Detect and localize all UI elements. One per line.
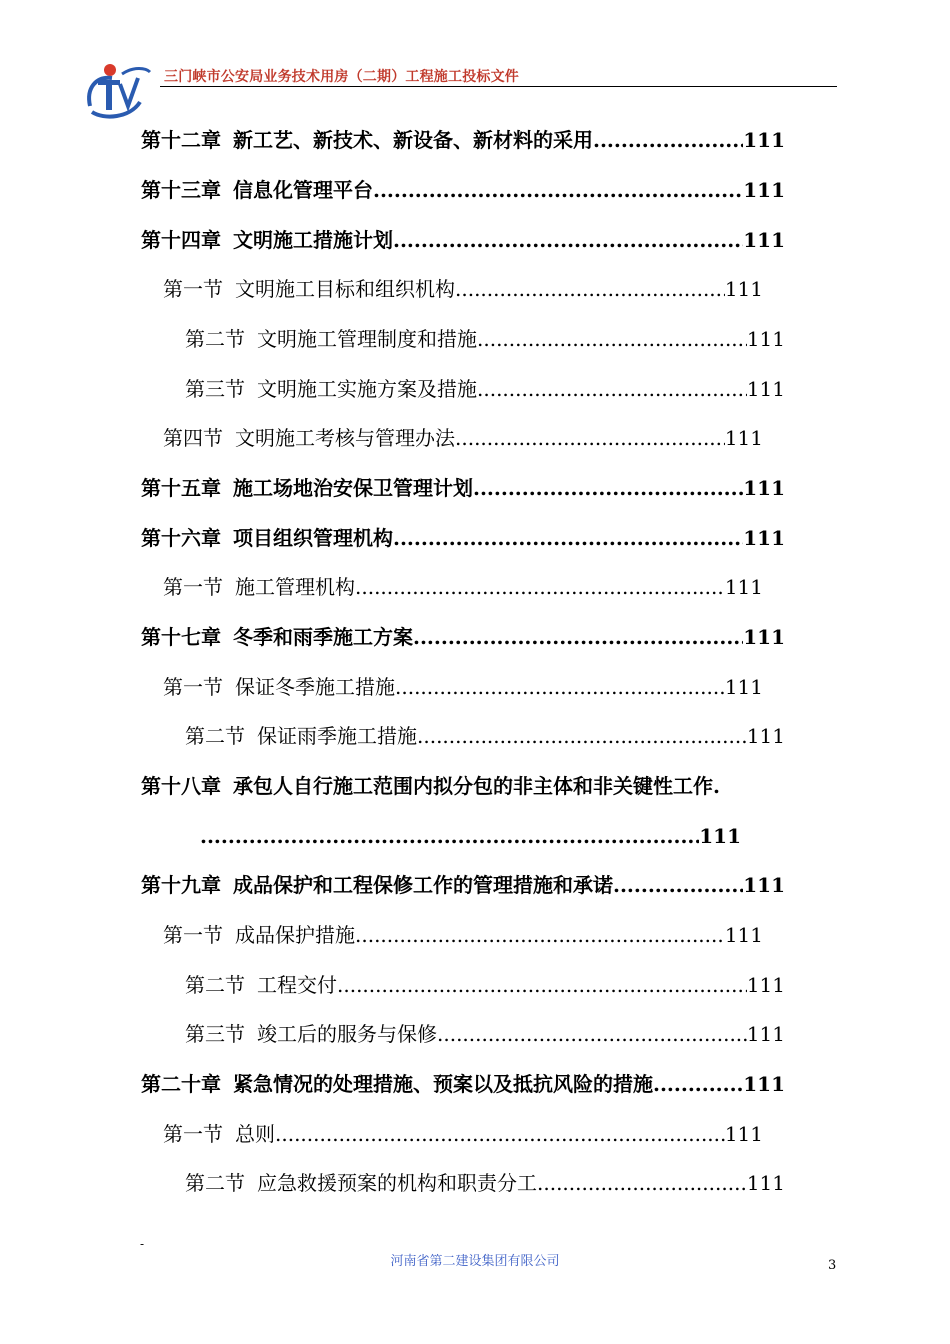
toc-page-number: 111 [724, 1122, 763, 1146]
footer-dash: - [140, 1237, 145, 1251]
toc-entry-chapter-13[interactable]: 第十三章 信息化管理平台 ..... 111 [141, 170, 785, 210]
toc-entry-section[interactable]: 第一节 保证冬季施工措施 ..... 111 [163, 667, 763, 707]
page-number: 3 [828, 1258, 837, 1273]
header-title: 三门峡市公安局业务技术用房（二期）工程施工投标文件 [164, 69, 519, 85]
toc-page-number: 111 [724, 675, 763, 699]
toc-page-number: 111 [746, 327, 785, 351]
toc-entry-section[interactable]: 第二节 工程交付 ..... 111 [185, 965, 785, 1005]
toc-page-number: 111 [743, 526, 785, 550]
toc-entry-section[interactable]: 第二节 保证雨季施工措施 ..... 111 [185, 716, 785, 756]
toc-page-number: 111 [724, 575, 763, 599]
toc-entry-section[interactable]: 第四节 文明施工考核与管理办法 ..... 111 [163, 418, 763, 458]
toc-page-number: 111 [743, 128, 785, 152]
toc-page-number: 111 [746, 377, 785, 401]
toc-entry-section[interactable]: 第一节 总则 ..... 111 [163, 1114, 763, 1154]
toc-entry-section[interactable]: 第二节 文明施工管理制度和措施 ..... 111 [185, 319, 785, 359]
toc-entry-section[interactable]: 第一节 施工管理机构 ..... 111 [163, 567, 763, 607]
footer-company-name: 河南省第二建设集团有限公司 [390, 1254, 560, 1269]
toc-entry-chapter-17[interactable]: 第十七章 冬季和雨季施工方案 ..... 111 [141, 617, 785, 657]
header-divider [160, 86, 837, 87]
toc-entry-chapter-14[interactable]: 第十四章 文明施工措施计划 ..... 111 [141, 220, 785, 260]
toc-entry-chapter-19[interactable]: 第十九章 成品保护和工程保修工作的管理措施和承诺 ..... 111 [141, 865, 785, 905]
toc-page-number: 111 [699, 824, 741, 848]
company-logo [82, 58, 154, 120]
toc-page-number: 111 [724, 426, 763, 450]
toc-page-number: 111 [743, 625, 785, 649]
toc-entry-chapter-18[interactable]: 第十八章 承包人自行施工范围内拟分包的非主体和非关键性工作. [141, 774, 720, 798]
toc-entry-section[interactable]: 第三节 竣工后的服务与保修 ..... 111 [185, 1014, 785, 1054]
toc-entry-chapter-16[interactable]: 第十六章 项目组织管理机构 ..... 111 [141, 518, 785, 558]
toc-page-number: 111 [743, 873, 785, 897]
toc-page-number: 111 [746, 1022, 785, 1046]
toc-entry-chapter-15[interactable]: 第十五章 施工场地治安保卫管理计划 ..... 111 [141, 468, 785, 508]
toc-entry-section[interactable]: 第一节 文明施工目标和组织机构 ..... 111 [163, 269, 763, 309]
toc-entry-chapter-18-continued[interactable] [200, 816, 741, 856]
toc-page-number: 111 [746, 1171, 785, 1195]
toc-entry-section[interactable]: 第二节 应急救援预案的机构和职责分工 ..... 111 [185, 1163, 785, 1203]
toc-page-number: 111 [743, 1072, 785, 1096]
toc-entry-chapter-20[interactable]: 第二十章 紧急情况的处理措施、预案以及抵抗风险的措施 ..... 111 [141, 1064, 785, 1104]
toc-entry-section[interactable]: 第三节 文明施工实施方案及措施 ..... 111 [185, 369, 785, 409]
toc-page-number: 111 [743, 228, 785, 252]
toc-page-number: 111 [746, 724, 785, 748]
toc-page-number: 111 [724, 923, 763, 947]
toc-entry-chapter-12[interactable]: 第十二章 新工艺、新技术、新设备、新材料的采用 ..... 111 [141, 120, 785, 160]
toc-page-number: 111 [724, 277, 763, 301]
toc-page-number: 111 [743, 178, 785, 202]
toc-page-number: 111 [746, 973, 785, 997]
toc-page-number: 111 [743, 476, 785, 500]
toc-entry-section[interactable]: 第一节 成品保护措施 ..... 111 [163, 915, 763, 955]
